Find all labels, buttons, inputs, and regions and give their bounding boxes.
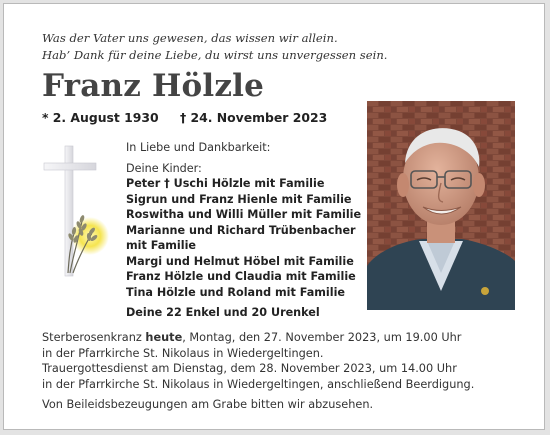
child-entry: Marianne und Richard Trübenbacher xyxy=(126,223,356,237)
epitaph xyxy=(42,30,387,64)
condolences-note: Von Beileidsbezeugungen am Grabe bitten wir abzusehen. xyxy=(42,398,374,411)
child-entry: Roswitha und Willi Müller mit Familie xyxy=(126,208,362,221)
child-entry: Peter † Uschi Hölzle mit Familie xyxy=(126,177,325,190)
today-label: heute xyxy=(145,331,183,344)
funeral-location: in der Pfarrkirche St. Nikolaus in Wiedergeltingen, anschließend Beerdigung. xyxy=(42,377,475,391)
rosary-notice: Sterberosenkranz heute, Montag, den 27. November 2023, um 19.00 Uhr xyxy=(42,331,462,344)
child-entry: mit Familie xyxy=(126,239,197,252)
life-dates xyxy=(42,110,344,125)
birth-date: * 2. August 1930 xyxy=(42,110,159,125)
rosary-location: in der Pfarrkirche St. Nikolaus in Wiedergeltingen. xyxy=(42,346,324,360)
deceased-name: Franz Hölzle xyxy=(42,68,265,104)
funeral-notice: Trauergottesdienst am Dienstag, dem 28. November 2023, um 14.00 Uhr xyxy=(42,362,457,375)
obituary-card xyxy=(3,3,545,430)
survivors-intro: In Liebe und Dankbarkeit: xyxy=(126,141,271,154)
survivors-list xyxy=(126,140,361,321)
child-entry: Sigrun und Franz Hienle mit Familie xyxy=(126,192,352,206)
death-date: † 24. November 2023 xyxy=(179,110,328,125)
cross-with-wheat-icon xyxy=(40,141,112,281)
portrait-photo xyxy=(367,101,515,310)
children-label: Deine Kinder: xyxy=(126,161,202,175)
service-notices xyxy=(42,330,474,413)
child-entry: Margi und Helmut Höbel mit Familie xyxy=(126,254,354,268)
grandchildren-line: Deine 22 Enkel und 20 Urenkel xyxy=(126,306,320,319)
child-entry: Tina Hölzle und Roland mit Familie xyxy=(126,285,345,299)
child-entry: Franz Hölzle und Claudia mit Familie xyxy=(126,270,356,283)
epitaph-line-1: Was der Vater uns gewesen, das wissen wir allein. xyxy=(42,31,338,45)
epitaph-line-2: Hab’ Dank für deine Liebe, du wirst uns unvergessen sein. xyxy=(42,48,388,62)
